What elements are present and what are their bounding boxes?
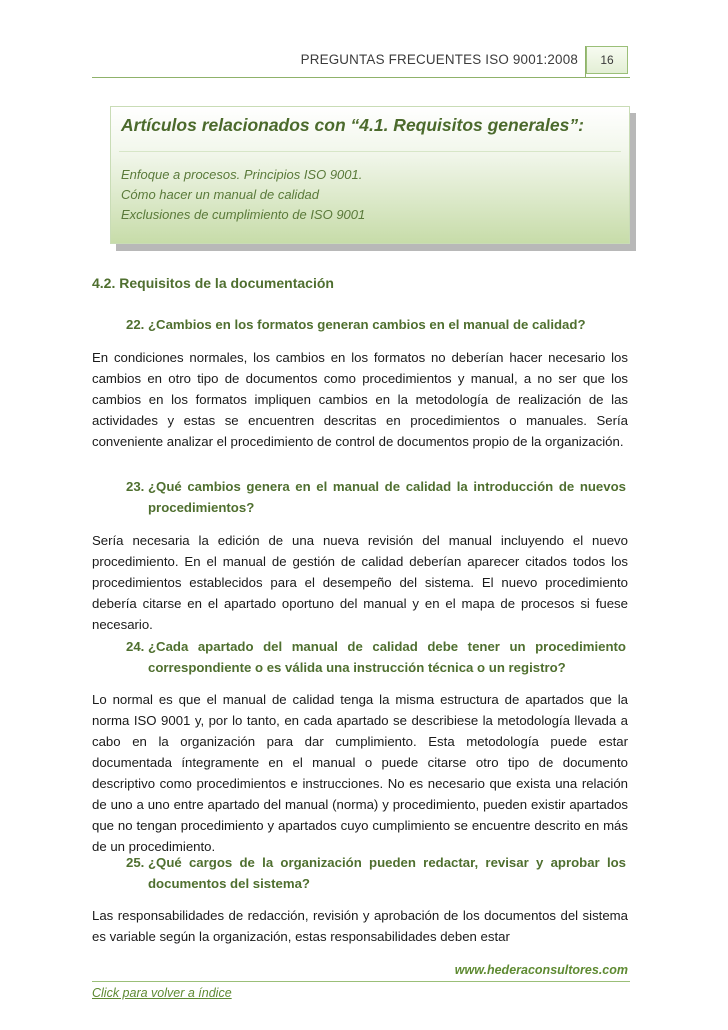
- back-to-index-link[interactable]: Click para volver a índice: [92, 986, 232, 1000]
- footer-rule: [92, 981, 630, 982]
- question-number: 23.: [126, 479, 145, 494]
- question-24: [126, 636, 626, 678]
- footer-website-link[interactable]: www.hederaconsultores.com: [454, 963, 628, 977]
- question-25: [126, 852, 626, 894]
- question-number: 22.: [126, 317, 145, 332]
- related-articles-rule: [119, 151, 621, 152]
- question-text: ¿Cambios en los formatos generan cambios en el manual de calidad?: [148, 317, 586, 332]
- question-23: [126, 476, 626, 518]
- answer-22: En condiciones normales, los cambios en los formatos no deberían hacer necesario los cambios en otro tipo de documentos como procedimientos y manual, a no ser que los cambios en los formatos impliquen cambios en la metodología de realización de las actividades y estas se encuentren descritas en procedimientos o manuales. Sería conveniente analizar el procedimiento de control de documentos propio de la organización.: [92, 350, 628, 449]
- related-article-link[interactable]: Enfoque a procesos. Principios ISO 9001.: [121, 167, 363, 182]
- answer-23: Sería necesaria la edición de una nueva revisión del manual incluyendo el nuevo procedimiento. En el manual de gestión de calidad deberían aparecer citados todos los procedimientos establecidos para el desempeño del sistema. El nuevo procedimiento debería citarse en el apartado oportuno del manual y en el mapa de procesos si fuese necesario.: [92, 533, 628, 632]
- related-article-link[interactable]: Cómo hacer un manual de calidad: [121, 187, 320, 202]
- related-articles-box: [110, 106, 630, 244]
- question-text: ¿Qué cargos de la organización pueden redactar, revisar y aprobar los documentos del sistema?: [148, 855, 626, 891]
- related-article-link[interactable]: Exclusiones de cumplimiento de ISO 9001: [121, 207, 366, 222]
- question-number: 24.: [126, 639, 145, 654]
- related-articles-list: [121, 165, 365, 225]
- question-number: 25.: [126, 855, 145, 870]
- question-22: [126, 314, 626, 335]
- header-title: PREGUNTAS FRECUENTES ISO 9001:2008: [300, 52, 578, 67]
- related-articles-title: Artículos relacionados con “4.1. Requisitos generales”:: [121, 115, 584, 135]
- answer-24: Lo normal es que el manual de calidad tenga la misma estructura de apartados que la norma ISO 9001 y, por lo tanto, en cada apartado se describiese la metodología llevada a cabo en la organización para dar cumplimiento. Esta metodología puede estar documentada íntegramente en el manual o puede citarse otro tipo de documento descriptivo como procedimientos e instrucciones. No es necesario que exista una relación de uno a uno entre apartado del manual (norma) y procedimiento, pueden existir apartados que no tengan procedimiento y apartados cuyo cumplimiento se encuentre descrito en más de un procedimiento.: [92, 692, 628, 854]
- section-heading: 4.2. Requisitos de la documentación: [92, 275, 334, 291]
- answer-25: Las responsabilidades de redacción, revisión y aprobación de los documentos del sistema es variable según la organización, estas responsabilidades deben estar: [92, 908, 628, 944]
- page-number: 16: [586, 46, 628, 74]
- question-text: ¿Cada apartado del manual de calidad debe tener un procedimiento correspondiente o es válida una instrucción técnica o un registro?: [148, 639, 626, 675]
- question-text: ¿Qué cambios genera en el manual de calidad la introducción de nuevos procedimientos?: [148, 479, 626, 515]
- header-rule: [92, 77, 630, 78]
